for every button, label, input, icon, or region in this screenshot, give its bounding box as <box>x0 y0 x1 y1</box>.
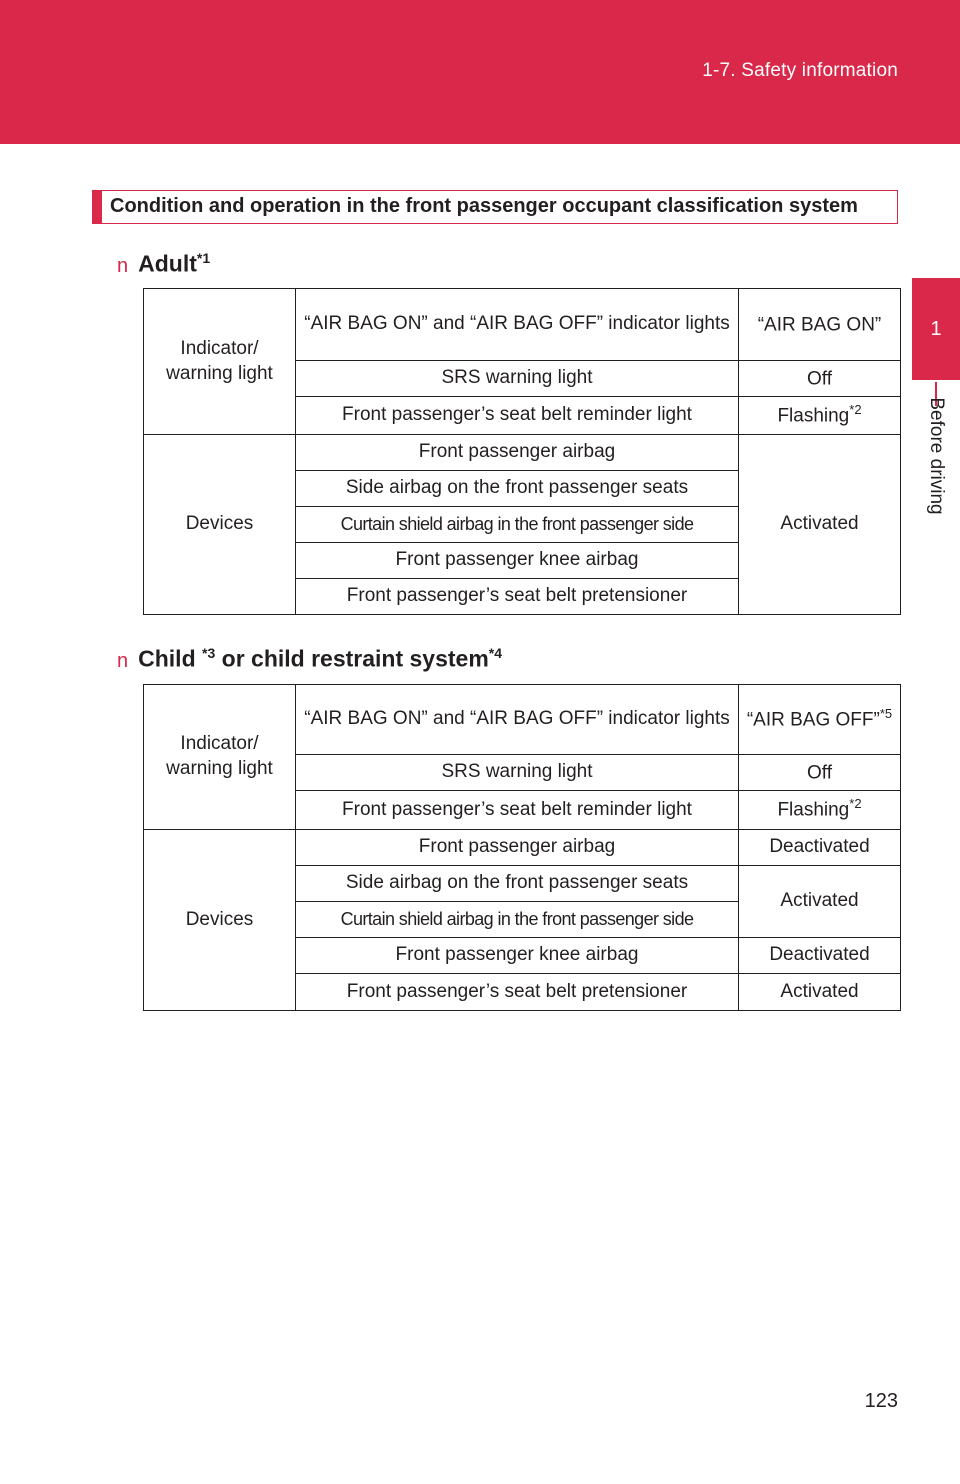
status-text: “AIR BAG OFF” <box>746 709 880 731</box>
status-note: *5 <box>879 705 893 721</box>
indicator-item-cell: “AIR BAG ON” and “AIR BAG OFF” indicator lights <box>296 685 739 755</box>
bullet-icon: n <box>117 649 129 672</box>
child-heading-text-1: Child <box>138 645 196 672</box>
indicator-status-cell <box>739 361 901 397</box>
device-item-cell: Front passenger’s seat belt pretensioner <box>296 974 739 1011</box>
child-heading <box>117 645 502 673</box>
child-heading-note-1: *3 <box>202 645 216 661</box>
indicator-item-cell: SRS warning light <box>296 361 739 397</box>
status-note: *2 <box>849 401 862 417</box>
device-item-cell: Front passenger knee airbag <box>296 543 739 579</box>
page-number: 123 <box>864 1390 898 1412</box>
device-item-cell: Side airbag on the front passenger seats <box>296 471 739 507</box>
indicator-status-cell <box>739 685 901 755</box>
devices-status-cell: Activated <box>739 435 901 615</box>
device-item-cell: Front passenger airbag <box>296 830 739 866</box>
adult-heading-text: Adult <box>138 250 197 277</box>
table-row <box>144 685 901 755</box>
device-item-cell: Front passenger knee airbag <box>296 938 739 974</box>
indicator-status-cell <box>739 397 901 435</box>
section-title: Condition and operation in the front passenger occupant classification system <box>110 195 858 217</box>
section-title-bar <box>92 190 898 224</box>
table-row <box>144 830 901 866</box>
chapter-number: 1 <box>930 317 942 340</box>
table-row <box>144 289 901 361</box>
device-item-cell: Front passenger airbag <box>296 435 739 471</box>
adult-table <box>143 288 901 615</box>
device-status-cell: Activated <box>739 974 901 1011</box>
table-row <box>144 435 901 471</box>
indicator-status-cell <box>739 289 901 361</box>
status-text: Flashing <box>777 799 850 821</box>
device-item-cell: Curtain shield airbag in the front passenger side <box>296 507 739 543</box>
section-header: 1-7. Safety information <box>702 60 898 81</box>
adult-heading-note: *1 <box>196 250 211 266</box>
device-item-cell: Front passenger’s seat belt pretensioner <box>296 579 739 615</box>
indicator-item-cell: SRS warning light <box>296 755 739 791</box>
chapter-label: Before driving <box>926 397 947 515</box>
devices-label-cell: Devices <box>144 435 296 615</box>
indicator-item-cell: “AIR BAG ON” and “AIR BAG OFF” indicator lights <box>296 289 739 361</box>
devices-label-cell: Devices <box>144 830 296 1011</box>
title-accent-bar <box>93 191 102 223</box>
indicator-label-cell: Indicator/ warning light <box>144 685 296 830</box>
status-text: “AIR BAG ON” <box>757 314 882 336</box>
adult-heading <box>117 250 210 278</box>
indicator-status-cell <box>739 791 901 830</box>
indicator-label-cell: Indicator/ warning light <box>144 289 296 435</box>
device-item-cell: Side airbag on the front passenger seats <box>296 866 739 902</box>
child-heading-text-2: or child restraint system <box>221 645 489 672</box>
device-status-cell: Deactivated <box>739 830 901 866</box>
header-band <box>0 0 960 144</box>
status-text: Off <box>807 762 832 784</box>
indicator-status-cell <box>739 755 901 791</box>
indicator-item-cell: Front passenger’s seat belt reminder light <box>296 397 739 435</box>
indicator-item-cell: Front passenger’s seat belt reminder light <box>296 791 739 830</box>
device-item-cell: Curtain shield airbag in the front passenger side <box>296 902 739 938</box>
status-text: Flashing <box>777 405 850 427</box>
chapter-tab[interactable] <box>912 278 960 380</box>
device-status-cell: Activated <box>739 866 901 938</box>
status-note: *2 <box>849 796 862 812</box>
status-text: Off <box>807 368 832 390</box>
child-heading-note-2: *4 <box>488 645 503 661</box>
device-status-cell: Deactivated <box>739 938 901 974</box>
bullet-icon: n <box>117 254 129 277</box>
child-table <box>143 684 901 1011</box>
